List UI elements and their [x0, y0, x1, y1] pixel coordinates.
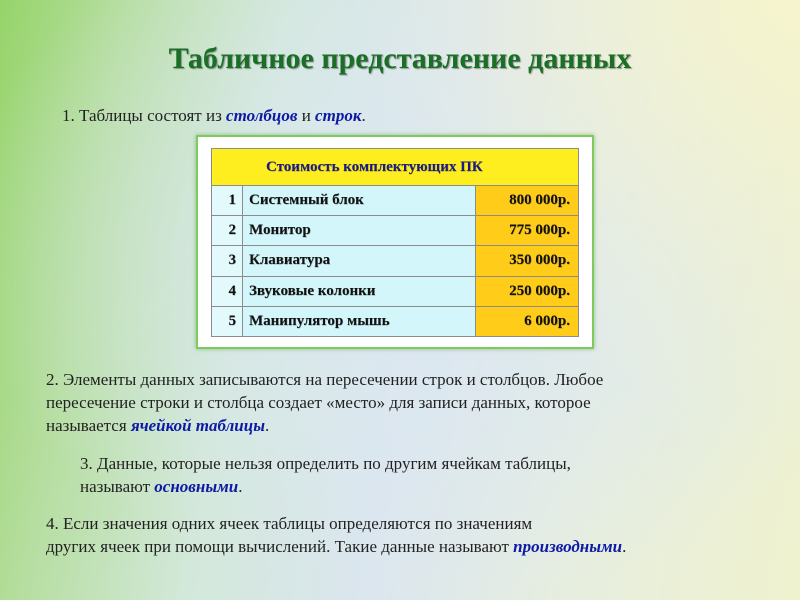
- component-name: Системный блок: [243, 186, 476, 216]
- p2-text-post: .: [265, 416, 270, 435]
- pc-cost-table-frame: [196, 135, 594, 349]
- p2-line-3-pre: называется: [46, 416, 131, 435]
- row-number: 3: [212, 246, 243, 276]
- term-rows: строк: [315, 106, 362, 125]
- term-table-cell: ячейкой таблицы: [130, 416, 266, 435]
- paragraph-2: [46, 368, 746, 437]
- term-derived: производными: [513, 537, 623, 556]
- component-name: Звуковые колонки: [243, 276, 476, 306]
- row-number: 4: [212, 276, 243, 306]
- p1-text-mid: и: [297, 106, 316, 125]
- p1-text-post: .: [361, 106, 366, 125]
- component-price: 775 000р.: [476, 216, 579, 246]
- component-price: 6 000р.: [476, 306, 579, 336]
- paragraph-4: [46, 512, 766, 558]
- table-row: [212, 216, 579, 246]
- p4-line-2-pre: других ячеек при помощи вычислений. Такие данные называют: [46, 537, 514, 556]
- table-header-row: [212, 149, 579, 186]
- component-price: 800 000р.: [476, 186, 579, 216]
- p3-text-post: .: [238, 477, 243, 496]
- p3-line-2-pre: называют: [80, 477, 155, 496]
- pc-cost-table: [211, 148, 579, 337]
- paragraph-3: [80, 452, 720, 498]
- p2-line-1: 2. Элементы данных записываются на пересечении строк и столбцов. Любое: [46, 370, 604, 389]
- p1-text-pre: 1. Таблицы состоят из: [62, 106, 227, 125]
- slide-title: Табличное представление данных: [168, 42, 632, 75]
- term-primary: основными: [154, 477, 239, 496]
- p4-text-post: .: [622, 537, 627, 556]
- row-number: 5: [212, 306, 243, 336]
- row-number: 2: [212, 216, 243, 246]
- component-price: 250 000р.: [476, 276, 579, 306]
- row-number: 1: [212, 186, 243, 216]
- p2-line-2: пересечение строки и столбца создает «место» для записи данных, которое: [46, 393, 591, 412]
- component-name: Манипулятор мышь: [243, 306, 476, 336]
- paragraph-1: [62, 104, 366, 127]
- table-row: [212, 246, 579, 276]
- table-row: [212, 276, 579, 306]
- p3-line-1: 3. Данные, которые нельзя определить по другим ячейкам таблицы,: [80, 454, 571, 473]
- term-columns: столбцов: [226, 106, 298, 125]
- table-header: Стоимость комплектующих ПК: [212, 149, 579, 186]
- table-row: [212, 186, 579, 216]
- component-name: Монитор: [243, 216, 476, 246]
- component-price: 350 000р.: [476, 246, 579, 276]
- p4-line-1: 4. Если значения одних ячеек таблицы определяются по значениям: [46, 514, 533, 533]
- component-name: Клавиатура: [243, 246, 476, 276]
- table-row: [212, 306, 579, 336]
